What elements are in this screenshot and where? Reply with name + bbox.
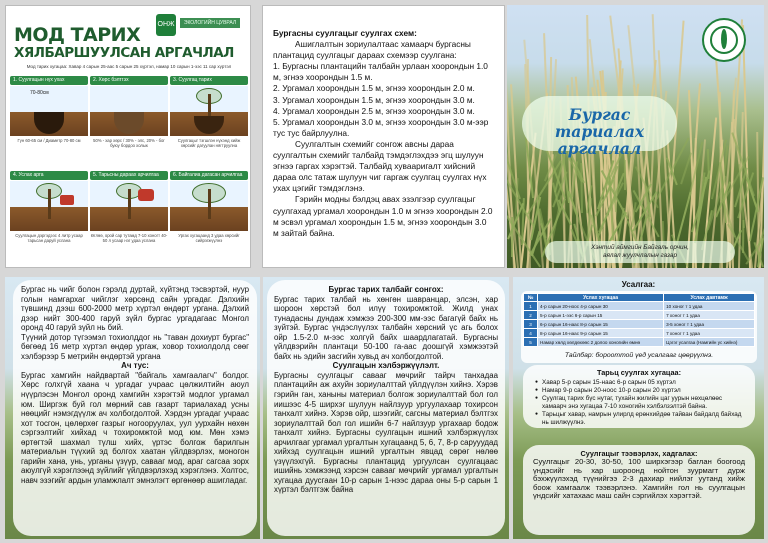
pit-shape xyxy=(34,112,64,134)
pit-dimension: 70-80см xyxy=(30,90,49,96)
step-4 xyxy=(10,171,88,263)
list-item: ● Тарьцыг хавар, намрын улирлд ерөнхийдөө тайван байдалд байхад нь шилжүүлнэ. xyxy=(535,411,747,427)
row-number: 3 xyxy=(524,320,538,329)
bucket-icon xyxy=(138,189,154,201)
step-label: 3. Суулгац тарих xyxy=(170,76,248,85)
row-period: 8-р сарын 16-наас 9-р сарын 15 xyxy=(538,329,664,338)
row-count: Цэгэг усалгаа (Намгийн ус хийнэ) xyxy=(664,338,755,347)
step-5 xyxy=(90,171,168,263)
step-3 xyxy=(170,76,248,168)
list-item: ● Намар 9-р сарын 20-ноос 10-р сарын 20 хүртэл xyxy=(535,387,747,395)
about-panel xyxy=(5,277,260,539)
logo-leaf xyxy=(721,29,727,49)
table-row xyxy=(524,302,755,311)
scheme-heading: Бургасны суулгацыг суулгах схем: xyxy=(273,28,417,38)
watering-table xyxy=(523,293,755,347)
col-count: Услах давтамж xyxy=(664,294,755,302)
row-number: 2 xyxy=(524,311,538,320)
step-caption: Суулгацын дэргэдээс 4 литр усаар тарьсан даруй услана xyxy=(15,233,83,243)
step-label: 6. Байгалиа дагасан арчилгаа xyxy=(170,171,248,180)
pit-illustration xyxy=(10,86,88,136)
table-row xyxy=(524,338,755,347)
list-item: ● Суулгац тарих бүс нутаг, тухайн жилийн цаг уурын нөхцөлөөс хамаарч энэ хугацаа 7-10 хоногийн хэлбэлзэлтэй байна. xyxy=(535,395,747,411)
step-2 xyxy=(90,76,168,168)
table-row xyxy=(524,320,755,329)
scheme-item: 3. Ургамал хоорондын 1.5 м, эгнээ хоорондын 3.0 м. xyxy=(273,94,475,105)
org-badge: ОНЖ xyxy=(156,14,176,36)
series-label: ЭКОЛОГИЙН ЦУВРАЛ xyxy=(180,18,240,28)
planting-time-box xyxy=(523,365,755,428)
row-period: 4-р сарын 20-ноос 4-р сарын 30 xyxy=(538,302,664,311)
scheme-item: 5. Ургамал хоорондын 3.0 м, эгнээ хоорондын 3.0 м-ээр тус тус байрлуулна. xyxy=(273,116,489,138)
scheme-item: 4. Ургамал хоорондын 2.5 м, эгнээ хоорондын 3.0 м. xyxy=(273,105,475,116)
step-label: 2. Хөрс бэлтгэх xyxy=(90,76,168,85)
row-number: 5 xyxy=(524,338,538,347)
step-6 xyxy=(170,171,248,263)
step-caption: Суулгацыг тэгшлэн нүхэнд хийж хөрсийг дагуулан нягтруулна xyxy=(177,138,241,148)
soil-illustration xyxy=(90,86,168,136)
row-number: 4 xyxy=(524,329,538,338)
col-period: Услах хугацаа xyxy=(538,294,664,302)
scheme-panel xyxy=(262,5,505,268)
reed-leaf xyxy=(742,220,744,253)
row-count: 3-5 хоног т 1 удаа xyxy=(664,320,755,329)
cover-title-line1: Бургас тариалах xyxy=(554,105,645,141)
tree-trunk-icon xyxy=(48,189,51,219)
step-label: 5. Тарьсны дараах арчилгаа xyxy=(90,171,168,180)
care-illustration xyxy=(90,181,168,231)
mature-tree-illustration xyxy=(170,181,248,231)
watering-heading: Усалгаа: xyxy=(621,280,656,289)
publisher-line2: аялал жуулчлалын газар xyxy=(602,252,678,259)
step-caption: Гүн 60-65 см / Диаметр 70-80 см xyxy=(17,138,81,143)
about-paragraph: Бургас хамгийн найдвартай "байгаль хамгаалагч" болдог. Хөрс голхгүй хаана ч ургадаг учраас цөлжилтийн аюул нүүрлэсэн Монгол оронд хамгийн хэрэгтэй модлог ургамал юм. Ширгэж буй гол мөрний сав газарт тариалахад усны нөөцийг нэмэгдүүлж ач холбогдолтой. Хэрдэн ургадаг учраас хот тосгон, цөлөрхөг газрыг ногооруулах, уул уурхайн нөхөн сэргээлтийг хийхад ч тохиромжтой мод юм. Мөн хэмэ өртөгтэй шахмал түлш хийх, үртэс болгож барилгын материалын түүхий эд болгох хаатан үйлдвэрлэх, моногон гарийн хана, унь, урганы үзүүр, савааг мод, араг сагсаа зорх аюулгүй хэрэглээнд зүйлийг үйлдвэрлэхэд хэрэглэнэ. Холтос, навч эзэгийг ардын уламжлалт эмнэлэгт өргөнөөр ашигладаг. xyxy=(21,370,249,485)
col-number: № xyxy=(524,294,538,302)
planting-guide-panel xyxy=(5,5,251,268)
publisher-line1: Хэнтий аймгийн Байгаль орчин, xyxy=(591,244,689,251)
benefits-heading: Ач тус: xyxy=(121,361,149,371)
step-caption: Өглөө, орой сар тутамд 7-10 хоногт 40-50 л усаар нэг удаа услана xyxy=(90,233,168,243)
storage-text: Суулгацыг 20-30, 30-50, 100 ширхэгээр баглан боогоод үндэсийг нь хар шороонд нойтон зуурмагт дурж бэхжүүлэхэд түүнийгээ 2-3 дахиар нийлэг уутанд хийж боож хамгаалж тээвэрлэнэ. Хамгийн гол нь суулгацын үндсийг хатахааc маш сайн сэргийлэх хэрэгтэй. xyxy=(533,457,745,501)
guide-title xyxy=(14,26,234,62)
about-paragraph: Бургас нь чийг болон гэрэлд дуртай, хүйтэнд тэсвэртэй, нуур голын намгархаг чийглэг хөрсөнд сайн ургадаг. Дэлхийн түвшинд дээш 600-2000 метр хүртэл өндөрт ургана. Дэлхий дээр нийт 300-400 гаруй зүйл бургас ургадагаас Монгол оронд 40 гаруй зүйл нь бий. xyxy=(21,285,249,333)
scheme-paragraph: Суулгалтын схемийг сонгож авсны дараа суулгалтын схемийг талбайд тэмдэглэхдээ эгц шулуун эгнээ гаргах хэрэгтэй. Талбайд хувааригалт хийсний дараа олс татаж шулуун чиг гаргаж суулгац суулгах нүх ухах цэгийг тэмдэглэнэ. xyxy=(273,138,487,194)
table-row xyxy=(524,329,755,338)
shaping-heading: Суулгацын хэлбэржүүлэлт. xyxy=(332,361,440,371)
about-textbox xyxy=(13,280,257,536)
table-header-row xyxy=(524,294,755,302)
technique-textbox xyxy=(267,280,505,536)
row-period: 6-р сарын 16-наас 8-р сарын 15 xyxy=(538,320,664,329)
pit-shape xyxy=(194,116,224,134)
watering-panel xyxy=(513,277,764,539)
storage-box xyxy=(523,445,755,535)
step-label: 4. Услах арга xyxy=(10,171,88,180)
organization-logo-icon xyxy=(702,18,746,62)
table-row xyxy=(524,311,755,320)
planting-time-list xyxy=(535,379,747,426)
about-paragraph: Түүний дотор түгээмэл тохиолддог нь "таван дохиурт бургас" бөгөөд 16 метр хүртэл өндөр ургаж, ховор тохиолдолд сөөг хэлбэрээр 5 метрийн өндөртэй ургана xyxy=(21,332,249,361)
row-count: 7 хоног т 1 удаа xyxy=(664,311,755,320)
technique-paragraph: Бургас тарих талбай нь хөнгөн шавранцар, элсэн, хар шороон хөрстэй бол илүү тохиромжтой. Жилд унах тунадасны дундаж хэмжээ 200-300 мм-ээс багагүй байх нь зүйтэй. Бургас үндэслүүлэх талбайн хөрсний үс агь болох ойр 1.5-2.0 м-ээс холгүй байх шаардлагатай. Бургасны үйлдвэрийн плантаци 50-100 га-аас доошгүй хэмжээтэй байх нь эдийн засгийн хувьд ач холбогдолтой. xyxy=(274,294,498,361)
technique-panel xyxy=(263,277,509,539)
step-label: 1. Суулгацын нүх ухах xyxy=(10,76,88,85)
step-caption: Ургах хугацаанд 3 удаа хөрсийг сийрэгжүүлнэ xyxy=(178,233,240,243)
guide-title-line2: ХЯЛБАРШУУЛСАН АРГАЧЛАЛ xyxy=(14,45,234,61)
scheme-paragraph: Гэрийн модны бэлдэц авах эзэлгээр суулгацыг суулгахад ургамал хоорондын 1.0 м эгнээ хоорондын 2.0 м эсвэл ургамал хоорондын 1.5 м, эгнээ хоорондын 3.0 м зайтай байна. xyxy=(273,194,493,238)
watering-note: Тайлбар: борооттой үед усалгааг цөөрүүлнэ. xyxy=(564,352,714,359)
guide-subtitle: Мод тарих хугацаа: Хавар 4 сарын 25-аас 5 сарын 25 хүртэл, намар 10 сарын 1-ээс 11 сар хүртэл xyxy=(26,64,232,69)
planting-illustration xyxy=(170,86,248,136)
cover-panel xyxy=(507,5,764,268)
storage-heading: Суулгацыг тээвэрлэх, хадгалах: xyxy=(580,449,698,458)
row-count: 10 хоног т 1 удаа xyxy=(664,302,755,311)
site-selection-heading: Бургас тарих талбайг сонгох: xyxy=(328,285,444,294)
list-item: ● Хавар 5-р сарын 15-наас 6-р сарын 05 хүртэл xyxy=(535,379,747,387)
row-period: Намар хөлд хөлдөхөөс 2 долоо хоногийн өмнө xyxy=(538,338,664,347)
scheme-intro: Ашиглалтын зориулалтаас хамаарч бургасны плантацид суулгацыг дараах схемээр суулгана: xyxy=(273,39,471,61)
row-number: 1 xyxy=(524,302,538,311)
filled-pit xyxy=(114,112,144,134)
tree-trunk-icon xyxy=(208,189,211,219)
reed-leaf xyxy=(680,152,692,184)
planting-time-heading: Тарьц суулгах хугацаа: xyxy=(596,368,682,377)
tree-trunk-icon xyxy=(128,189,131,219)
cover-publisher xyxy=(545,241,735,263)
watering-can-icon xyxy=(60,195,74,205)
row-period: 5-р сарын 1-ээс 6-р сарын 15 xyxy=(538,311,664,320)
watering-illustration xyxy=(10,181,88,231)
row-count: 7 хоног т 1 удаа xyxy=(664,329,755,338)
scheme-item: 2. Ургамал хоорондын 1.5 м, эгнээ хоорондын 2.0 м. xyxy=(273,83,475,94)
scheme-item: 1. Бургасны плантацийн талбайн урлаан хоорондын 1.0 м, эгнээ хоорондын 1.5 м. xyxy=(273,61,488,83)
step-caption: 50% - хар хөрс / 30% - элс, 20% - бог буюу бордоо хольж xyxy=(93,138,165,148)
cover-title-line2: аргачлал xyxy=(557,139,642,158)
cover-title xyxy=(522,96,677,158)
step-1 xyxy=(10,76,88,168)
technique-paragraph: Бургасны суулгацыг савааг мөчрийг тайрч танхадаа плантацийн аж ахуйн зориулалттай үйлдүүлэн хийнэ. Хэрэв гэрийн ган, ханыны материал болгож зориулалттай бол гол иишээс 4-5 ширхэг шулуун найлзуур ургуулахаар тохирсон танхалт хийнэ. Хэрэв ойр, шээгийг, сагсны материал бэлтгэх зориулалттай бол гол ишийн 6-7 найлзуур ургахаар бодож танхалт хийнэ. Бургасны суулгацын ишний хэлбэржүүлэх арчилгааг ургамал ургалтын хугацаанд 5, 6, 7, 8-р сарууудад хийхэд суулгацын ишний ургалтын явцад сөрөг нөлөө үзүүлэхгүй. Бургасны плантацид ургуулсан суулгацаас ишийнь хэмжээнд хэрсэн савааг мөчрийг ургамал ургалтын хугацаа дуусгаан 10-р сарын 1-нээс дараа оны 5-р сарын 1 хүртэл бэлтгэж байна xyxy=(274,370,498,495)
guide-title-line1: МОД ТАРИХ xyxy=(14,24,141,46)
